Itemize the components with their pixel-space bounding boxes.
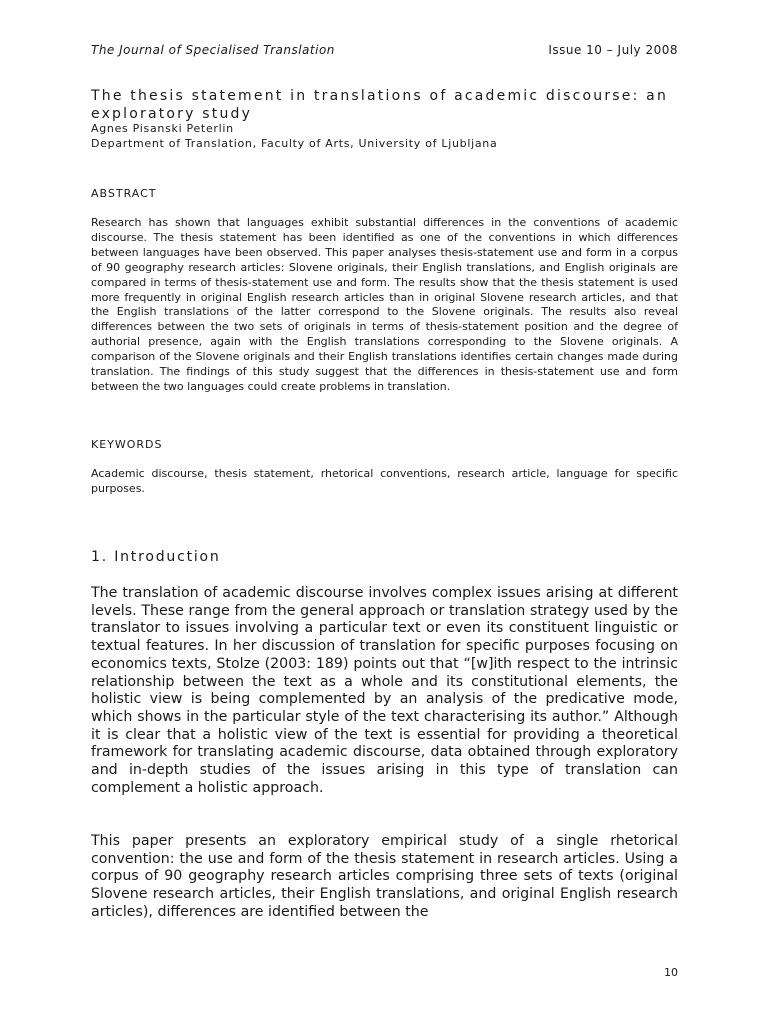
abstract-text: Research has shown that languages exhibit substantial differences in the conventions of academic discourse. The thesis statement has been identified as one of the conventions in which differences between languages have been observed. This paper analyses thesis-statement use and form in a corpus of 90 geography research articles: Slovene originals, their English translations, and English originals are compared in terms of thesis-statement use and form. The results show that the thesis statement is used more frequently in original English research articles than in original Slovene research articles, and that the English translations of the latter correspond to the Slovene originals. The results also reveal differences between the two sets of originals in terms of thesis-statement position and the degree of authorial presence, again with the English translations corresponding to the Slovene originals. A comparison of the Slovene originals and their English translations identifies certain changes made during translation. The findings of this study suggest that the differences in thesis-statement use and form between the two languages could create problems in translation. bbox=[91, 216, 678, 393]
article-title: The thesis statement in translations of academic discourse: an exploratory study bbox=[91, 88, 669, 122]
running-header bbox=[91, 43, 678, 57]
paper-page bbox=[91, 0, 678, 1024]
keywords-text: Academic discourse, thesis statement, rhetorical conventions, research article, language for specific purposes. bbox=[91, 467, 678, 495]
journal-name: The Journal of Specialised Translation bbox=[91, 43, 335, 57]
abstract-heading: ABSTRACT bbox=[91, 187, 157, 200]
page-number: 10 bbox=[664, 966, 678, 979]
introduction-paragraph-2: This paper presents an exploratory empirical study of a single rhetorical convention: the use and form of the thesis statement in research articles. Using a corpus of 90 geography research articles comprising three sets of texts (original Slovene research articles, their English translations, and original English research articles), differences are identified between the bbox=[91, 833, 678, 920]
issue-info: Issue 10 – July 2008 bbox=[548, 43, 678, 57]
keywords-heading: KEYWORDS bbox=[91, 438, 163, 451]
author-name: Agnes Pisanski Peterlin bbox=[91, 122, 234, 135]
introduction-paragraph-1: The translation of academic discourse involves complex issues arising at different levels. These range from the general approach or translation strategy used by the translator to issues involving a particular text or even its constituent linguistic or textual features. In her discussion of translation for specific purposes focusing on economics texts, Stolze (2003: 189) points out that “[w]ith respect to the intrinsic relationship between the text as a whole and its constitutional elements, the holistic view is being complemented by an analysis of the predicative mode, which shows in the particular style of the text characterising its author.” Although it is clear that a holistic view of the text is essential for providing a theoretical framework for translating academic discourse, data obtained through exploratory and in-depth studies of the issues arising in this type of translation can complement a holistic approach. bbox=[91, 585, 678, 796]
author-affiliation: Department of Translation, Faculty of Arts, University of Ljubljana bbox=[91, 137, 498, 150]
introduction-heading: 1. Introduction bbox=[91, 549, 221, 565]
